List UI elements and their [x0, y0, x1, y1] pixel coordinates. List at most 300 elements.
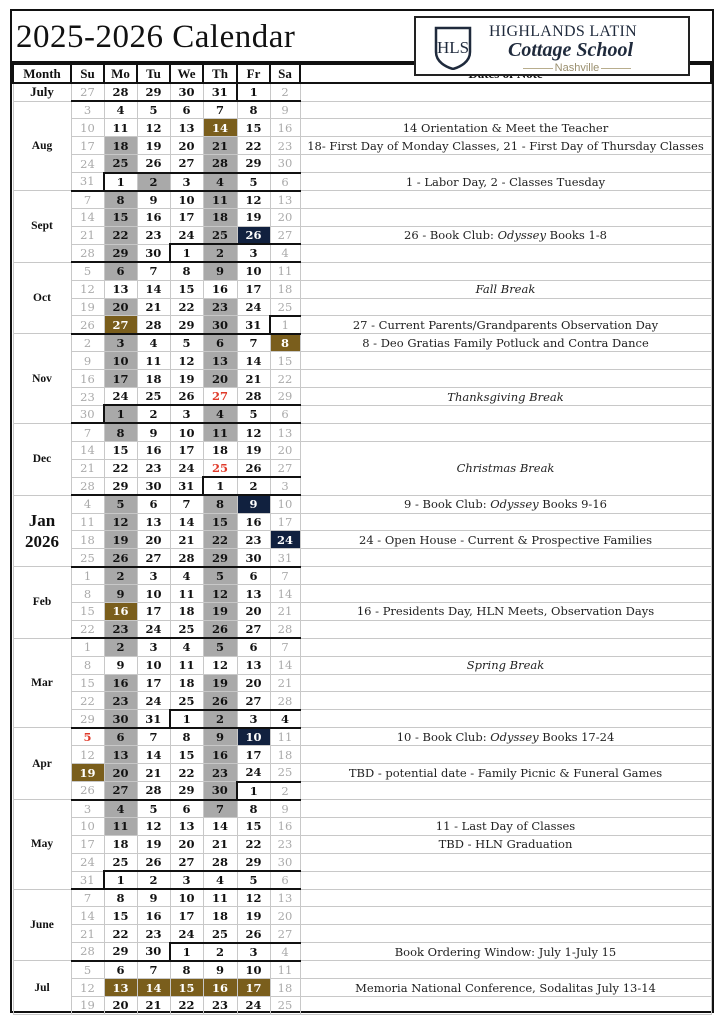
day-cell-mo: 25: [104, 155, 137, 173]
day-cell-mo: 8: [104, 191, 137, 209]
day-cell-tu: 11: [137, 352, 170, 370]
day-cell-we: 20: [170, 835, 203, 853]
day-cell-sa: 20: [270, 907, 300, 925]
date-of-note: [300, 674, 711, 692]
date-of-note: [300, 101, 711, 119]
day-cell-tu: 5: [137, 800, 170, 818]
day-cell-th: 18: [203, 441, 237, 459]
date-of-note: 27 - Current Parents/Grandparents Observation Day: [300, 316, 711, 334]
day-cell-mo: 20: [104, 764, 137, 782]
day-cell-su: 8: [71, 585, 104, 603]
day-cell-mo: 29: [104, 244, 137, 262]
day-cell-su: 1: [71, 638, 104, 656]
day-cell-tu: 7: [137, 262, 170, 280]
day-cell-tu: 21: [137, 997, 170, 1015]
day-cell-th: 5: [203, 638, 237, 656]
day-cell-tu: 21: [137, 764, 170, 782]
week-row: [13, 298, 711, 316]
date-of-note: Book Ordering Window: July 1-July 15: [300, 943, 711, 961]
logo-line-2: Cottage School: [508, 39, 634, 61]
month-label: Dec: [13, 423, 71, 495]
day-cell-we: 19: [170, 370, 203, 388]
day-cell-tu: 2: [137, 871, 170, 889]
day-cell-tu: 30: [137, 477, 170, 495]
day-cell-th: 25: [203, 459, 237, 477]
date-of-note: [300, 352, 711, 370]
day-cell-fr: 3: [237, 710, 270, 728]
day-cell-tu: 9: [137, 191, 170, 209]
day-cell-sa: 2: [270, 83, 300, 101]
day-cell-tu: 14: [137, 280, 170, 298]
day-cell-su: 24: [71, 155, 104, 173]
day-cell-we: 22: [170, 997, 203, 1015]
note-text: Books 1-8: [545, 228, 607, 243]
date-of-note: [300, 567, 711, 585]
day-cell-mo: 29: [104, 943, 137, 961]
day-cell-fr: 10: [237, 961, 270, 979]
week-row: [13, 602, 711, 620]
date-of-note: [300, 800, 711, 818]
date-of-note: [300, 961, 711, 979]
calendar-table: [12, 63, 712, 1015]
day-cell-fr: 26: [237, 459, 270, 477]
day-cell-sa: 23: [270, 835, 300, 853]
day-cell-we: 22: [170, 764, 203, 782]
day-cell-mo: 4: [104, 800, 137, 818]
date-of-note: 16 - Presidents Day, HLN Meets, Observation Days: [300, 602, 711, 620]
day-cell-fr: 13: [237, 585, 270, 603]
day-cell-su: 8: [71, 656, 104, 674]
day-cell-tu: 30: [137, 244, 170, 262]
day-cell-sa: 27: [270, 925, 300, 943]
logo-line-1: HIGHLANDS LATIN: [489, 23, 638, 40]
day-cell-sa: 25: [270, 764, 300, 782]
week-row: [13, 817, 711, 835]
note-text: 9 - Book Club:: [404, 497, 491, 512]
day-cell-sa: 4: [270, 943, 300, 961]
day-cell-th: 14: [203, 119, 237, 137]
week-row: [13, 137, 711, 155]
day-cell-sa: 11: [270, 262, 300, 280]
day-cell-fr: 30: [237, 549, 270, 567]
day-cell-fr: 3: [237, 244, 270, 262]
day-cell-sa: 13: [270, 191, 300, 209]
day-cell-th: 28: [203, 155, 237, 173]
day-cell-fr: 17: [237, 280, 270, 298]
day-cell-su: 3: [71, 800, 104, 818]
day-cell-fr: 23: [237, 531, 270, 549]
day-cell-fr: 31: [237, 316, 270, 334]
date-of-note: [300, 549, 711, 567]
day-cell-tu: 7: [137, 728, 170, 746]
day-cell-tu: 29: [137, 83, 170, 101]
day-cell-mo: 5: [104, 495, 137, 513]
day-cell-sa: 3: [270, 477, 300, 495]
day-cell-su: 16: [71, 370, 104, 388]
day-cell-sa: 7: [270, 638, 300, 656]
day-cell-fr: 1: [237, 83, 270, 101]
day-cell-fr: 27: [237, 692, 270, 710]
week-row: [13, 280, 711, 298]
day-cell-su: 5: [71, 262, 104, 280]
day-cell-su: 22: [71, 620, 104, 638]
week-row: [13, 925, 711, 943]
day-cell-su: 7: [71, 423, 104, 441]
day-cell-su: 19: [71, 764, 104, 782]
day-cell-we: 6: [170, 101, 203, 119]
day-cell-tu: 7: [137, 961, 170, 979]
date-of-note: Thanksgiving Break: [300, 388, 711, 406]
day-cell-su: 17: [71, 835, 104, 853]
day-cell-su: 25: [71, 549, 104, 567]
day-cell-mo: 22: [104, 925, 137, 943]
month-label: Jul: [13, 961, 71, 1015]
day-cell-su: 30: [71, 405, 104, 423]
header-day-su: Su: [71, 64, 104, 83]
day-cell-mo: 2: [104, 638, 137, 656]
week-row: [13, 119, 711, 137]
month-label: July: [13, 83, 71, 101]
day-cell-mo: 1: [104, 405, 137, 423]
day-cell-sa: 15: [270, 352, 300, 370]
day-cell-su: 24: [71, 853, 104, 871]
hls-shield-icon: [434, 26, 472, 70]
day-cell-mo: 8: [104, 423, 137, 441]
month-label: Feb: [13, 567, 71, 639]
day-cell-mo: 22: [104, 226, 137, 244]
day-cell-sa: 30: [270, 853, 300, 871]
day-cell-th: 26: [203, 692, 237, 710]
week-row: [13, 316, 711, 334]
day-cell-th: 2: [203, 710, 237, 728]
day-cell-sa: 9: [270, 800, 300, 818]
week-row: [13, 638, 711, 656]
date-of-note: 18- First Day of Monday Classes, 21 - First Day of Thursday Classes: [300, 137, 711, 155]
day-cell-su: 12: [71, 746, 104, 764]
day-cell-tu: 14: [137, 746, 170, 764]
day-cell-tu: 27: [137, 549, 170, 567]
day-cell-fr: 10: [237, 728, 270, 746]
day-cell-fr: 10: [237, 262, 270, 280]
week-row: [13, 746, 711, 764]
day-cell-su: 12: [71, 280, 104, 298]
week-row: [13, 764, 711, 782]
day-cell-sa: 21: [270, 674, 300, 692]
month-label: Nov: [13, 334, 71, 424]
day-cell-sa: 28: [270, 692, 300, 710]
header-month: Month: [13, 64, 71, 83]
date-of-note: 14 Orientation & Meet the Teacher: [300, 119, 711, 137]
logo-line-3: Nashville: [511, 62, 643, 74]
day-cell-su: 15: [71, 602, 104, 620]
date-of-note: [300, 710, 711, 728]
day-cell-we: 21: [170, 531, 203, 549]
day-cell-sa: 1: [270, 316, 300, 334]
day-cell-we: 4: [170, 638, 203, 656]
day-cell-tu: 13: [137, 513, 170, 531]
day-cell-fr: 9: [237, 495, 270, 513]
day-cell-su: 28: [71, 244, 104, 262]
day-cell-mo: 17: [104, 370, 137, 388]
day-cell-we: 30: [170, 83, 203, 101]
day-cell-we: 3: [170, 173, 203, 191]
day-cell-su: 11: [71, 513, 104, 531]
day-cell-we: 7: [170, 495, 203, 513]
day-cell-tu: 4: [137, 334, 170, 352]
week-row: [13, 800, 711, 818]
day-cell-mo: 13: [104, 746, 137, 764]
day-cell-tu: 16: [137, 441, 170, 459]
day-cell-sa: 22: [270, 370, 300, 388]
day-cell-we: 15: [170, 746, 203, 764]
date-of-note: [300, 925, 711, 943]
day-cell-su: 27: [71, 83, 104, 101]
day-cell-we: 13: [170, 817, 203, 835]
week-row: [13, 567, 711, 585]
week-row: [13, 585, 711, 603]
day-cell-th: 23: [203, 298, 237, 316]
week-row: [13, 943, 711, 961]
day-cell-fr: 22: [237, 835, 270, 853]
day-cell-th: 2: [203, 244, 237, 262]
day-cell-th: 16: [203, 979, 237, 997]
day-cell-fr: 20: [237, 602, 270, 620]
day-cell-mo: 1: [104, 173, 137, 191]
day-cell-su: 7: [71, 191, 104, 209]
day-cell-we: 1: [170, 244, 203, 262]
day-cell-mo: 10: [104, 352, 137, 370]
header-day-sa: Sa: [270, 64, 300, 83]
day-cell-tu: 19: [137, 137, 170, 155]
day-cell-tu: 17: [137, 602, 170, 620]
day-cell-fr: 8: [237, 101, 270, 119]
date-of-note: [300, 405, 711, 423]
week-row: [13, 728, 711, 746]
week-row: [13, 423, 711, 441]
day-cell-mo: 20: [104, 298, 137, 316]
day-cell-mo: 26: [104, 549, 137, 567]
month-label: [13, 495, 71, 567]
day-cell-we: 29: [170, 782, 203, 800]
week-row: [13, 334, 711, 352]
week-row: [13, 961, 711, 979]
date-of-note: [300, 244, 711, 262]
day-cell-we: 10: [170, 423, 203, 441]
day-cell-sa: 18: [270, 746, 300, 764]
day-cell-fr: 19: [237, 441, 270, 459]
day-cell-we: 20: [170, 137, 203, 155]
day-cell-su: 26: [71, 316, 104, 334]
day-cell-tu: 10: [137, 656, 170, 674]
week-row: [13, 674, 711, 692]
day-cell-fr: 26: [237, 925, 270, 943]
header-day-we: We: [170, 64, 203, 83]
day-cell-sa: 2: [270, 782, 300, 800]
day-cell-mo: 27: [104, 316, 137, 334]
day-cell-we: 3: [170, 405, 203, 423]
day-cell-mo: 8: [104, 889, 137, 907]
day-cell-sa: 13: [270, 889, 300, 907]
day-cell-tu: 10: [137, 585, 170, 603]
day-cell-su: 1: [71, 567, 104, 585]
day-cell-sa: 6: [270, 871, 300, 889]
date-of-note: Fall Break: [300, 280, 711, 298]
day-cell-su: 9: [71, 352, 104, 370]
day-cell-tu: 2: [137, 405, 170, 423]
week-row: [13, 853, 711, 871]
day-cell-tu: 3: [137, 638, 170, 656]
day-cell-mo: 11: [104, 119, 137, 137]
date-of-note: [300, 907, 711, 925]
day-cell-th: 13: [203, 352, 237, 370]
date-of-note: TBD - HLN Graduation: [300, 835, 711, 853]
day-cell-tu: 19: [137, 835, 170, 853]
month-label: Sept: [13, 191, 71, 263]
day-cell-sa: 9: [270, 101, 300, 119]
month-label: Aug: [13, 101, 71, 191]
day-cell-sa: 16: [270, 817, 300, 835]
day-cell-sa: 21: [270, 602, 300, 620]
date-of-note: [300, 370, 711, 388]
date-of-note: [300, 728, 711, 746]
day-cell-we: 3: [170, 871, 203, 889]
day-cell-sa: 6: [270, 173, 300, 191]
day-cell-su: 23: [71, 388, 104, 406]
day-cell-tu: 6: [137, 495, 170, 513]
day-cell-mo: 24: [104, 388, 137, 406]
week-row: [13, 907, 711, 925]
day-cell-th: 9: [203, 262, 237, 280]
day-cell-th: 31: [203, 83, 237, 101]
day-cell-mo: 15: [104, 208, 137, 226]
day-cell-we: 5: [170, 334, 203, 352]
day-cell-tu: 2: [137, 173, 170, 191]
month-label-text: Jan: [28, 510, 56, 530]
date-of-note: [300, 620, 711, 638]
week-row: [13, 388, 711, 406]
day-cell-th: 4: [203, 173, 237, 191]
header-day-fr: Fr: [237, 64, 270, 83]
day-cell-su: 21: [71, 459, 104, 477]
day-cell-we: 17: [170, 441, 203, 459]
date-of-note: [300, 871, 711, 889]
week-row: [13, 782, 711, 800]
day-cell-su: 4: [71, 495, 104, 513]
day-cell-fr: 6: [237, 567, 270, 585]
day-cell-mo: 2: [104, 567, 137, 585]
day-cell-fr: 8: [237, 800, 270, 818]
day-cell-sa: 20: [270, 208, 300, 226]
day-cell-th: 15: [203, 513, 237, 531]
day-cell-fr: 1: [237, 782, 270, 800]
date-of-note: [300, 495, 711, 513]
day-cell-mo: 9: [104, 656, 137, 674]
date-of-note: [300, 513, 711, 531]
day-cell-we: 8: [170, 961, 203, 979]
week-row: [13, 173, 711, 191]
day-cell-we: 24: [170, 459, 203, 477]
day-cell-sa: 13: [270, 423, 300, 441]
book-title: Odyssey: [490, 497, 539, 512]
date-of-note: Spring Break: [300, 656, 711, 674]
week-row: [13, 370, 711, 388]
date-of-note: [300, 423, 711, 441]
date-of-note: Christmas Break: [300, 441, 711, 495]
day-cell-fr: 16: [237, 513, 270, 531]
day-cell-tu: 24: [137, 620, 170, 638]
day-cell-sa: 16: [270, 119, 300, 137]
month-label: Apr: [13, 728, 71, 800]
day-cell-we: 24: [170, 226, 203, 244]
day-cell-fr: 29: [237, 155, 270, 173]
day-cell-th: 30: [203, 316, 237, 334]
day-cell-sa: 27: [270, 226, 300, 244]
month-label: May: [13, 800, 71, 890]
day-cell-th: 19: [203, 674, 237, 692]
month-label: Oct: [13, 262, 71, 334]
week-row: [13, 208, 711, 226]
week-row: [13, 495, 711, 513]
day-cell-mo: 4: [104, 101, 137, 119]
week-row: [13, 871, 711, 889]
day-cell-we: 15: [170, 979, 203, 997]
day-cell-mo: 6: [104, 961, 137, 979]
day-cell-th: 9: [203, 728, 237, 746]
day-cell-tu: 17: [137, 674, 170, 692]
day-cell-we: 10: [170, 889, 203, 907]
day-cell-fr: 12: [237, 889, 270, 907]
day-cell-fr: 27: [237, 620, 270, 638]
day-cell-su: 28: [71, 943, 104, 961]
day-cell-mo: 11: [104, 817, 137, 835]
date-of-note: [300, 638, 711, 656]
day-cell-mo: 28: [104, 83, 137, 101]
day-cell-tu: 20: [137, 531, 170, 549]
day-cell-sa: 17: [270, 513, 300, 531]
day-cell-th: 20: [203, 370, 237, 388]
day-cell-su: 10: [71, 119, 104, 137]
calendar-sheet: [10, 9, 714, 1013]
day-cell-we: 22: [170, 298, 203, 316]
note-text: Books 17-24: [538, 729, 615, 744]
date-of-note: [300, 262, 711, 280]
week-row: [13, 656, 711, 674]
day-cell-fr: 6: [237, 638, 270, 656]
day-cell-th: 21: [203, 137, 237, 155]
week-row: [13, 101, 711, 119]
day-cell-sa: 8: [270, 334, 300, 352]
day-cell-we: 26: [170, 388, 203, 406]
note-text: 26 - Book Club:: [404, 228, 498, 243]
school-logo: [414, 16, 690, 76]
day-cell-sa: 25: [270, 298, 300, 316]
day-cell-th: 12: [203, 656, 237, 674]
week-row: [13, 352, 711, 370]
logo-monogram: HLS: [436, 38, 470, 57]
day-cell-tu: 3: [137, 567, 170, 585]
week-row: [13, 710, 711, 728]
day-cell-th: 19: [203, 602, 237, 620]
week-row: [13, 620, 711, 638]
day-cell-sa: 7: [270, 567, 300, 585]
day-cell-su: 21: [71, 925, 104, 943]
day-cell-mo: 3: [104, 334, 137, 352]
day-cell-sa: 18: [270, 280, 300, 298]
day-cell-su: 21: [71, 226, 104, 244]
day-cell-su: 5: [71, 961, 104, 979]
date-of-note: [300, 746, 711, 764]
day-cell-sa: 30: [270, 155, 300, 173]
